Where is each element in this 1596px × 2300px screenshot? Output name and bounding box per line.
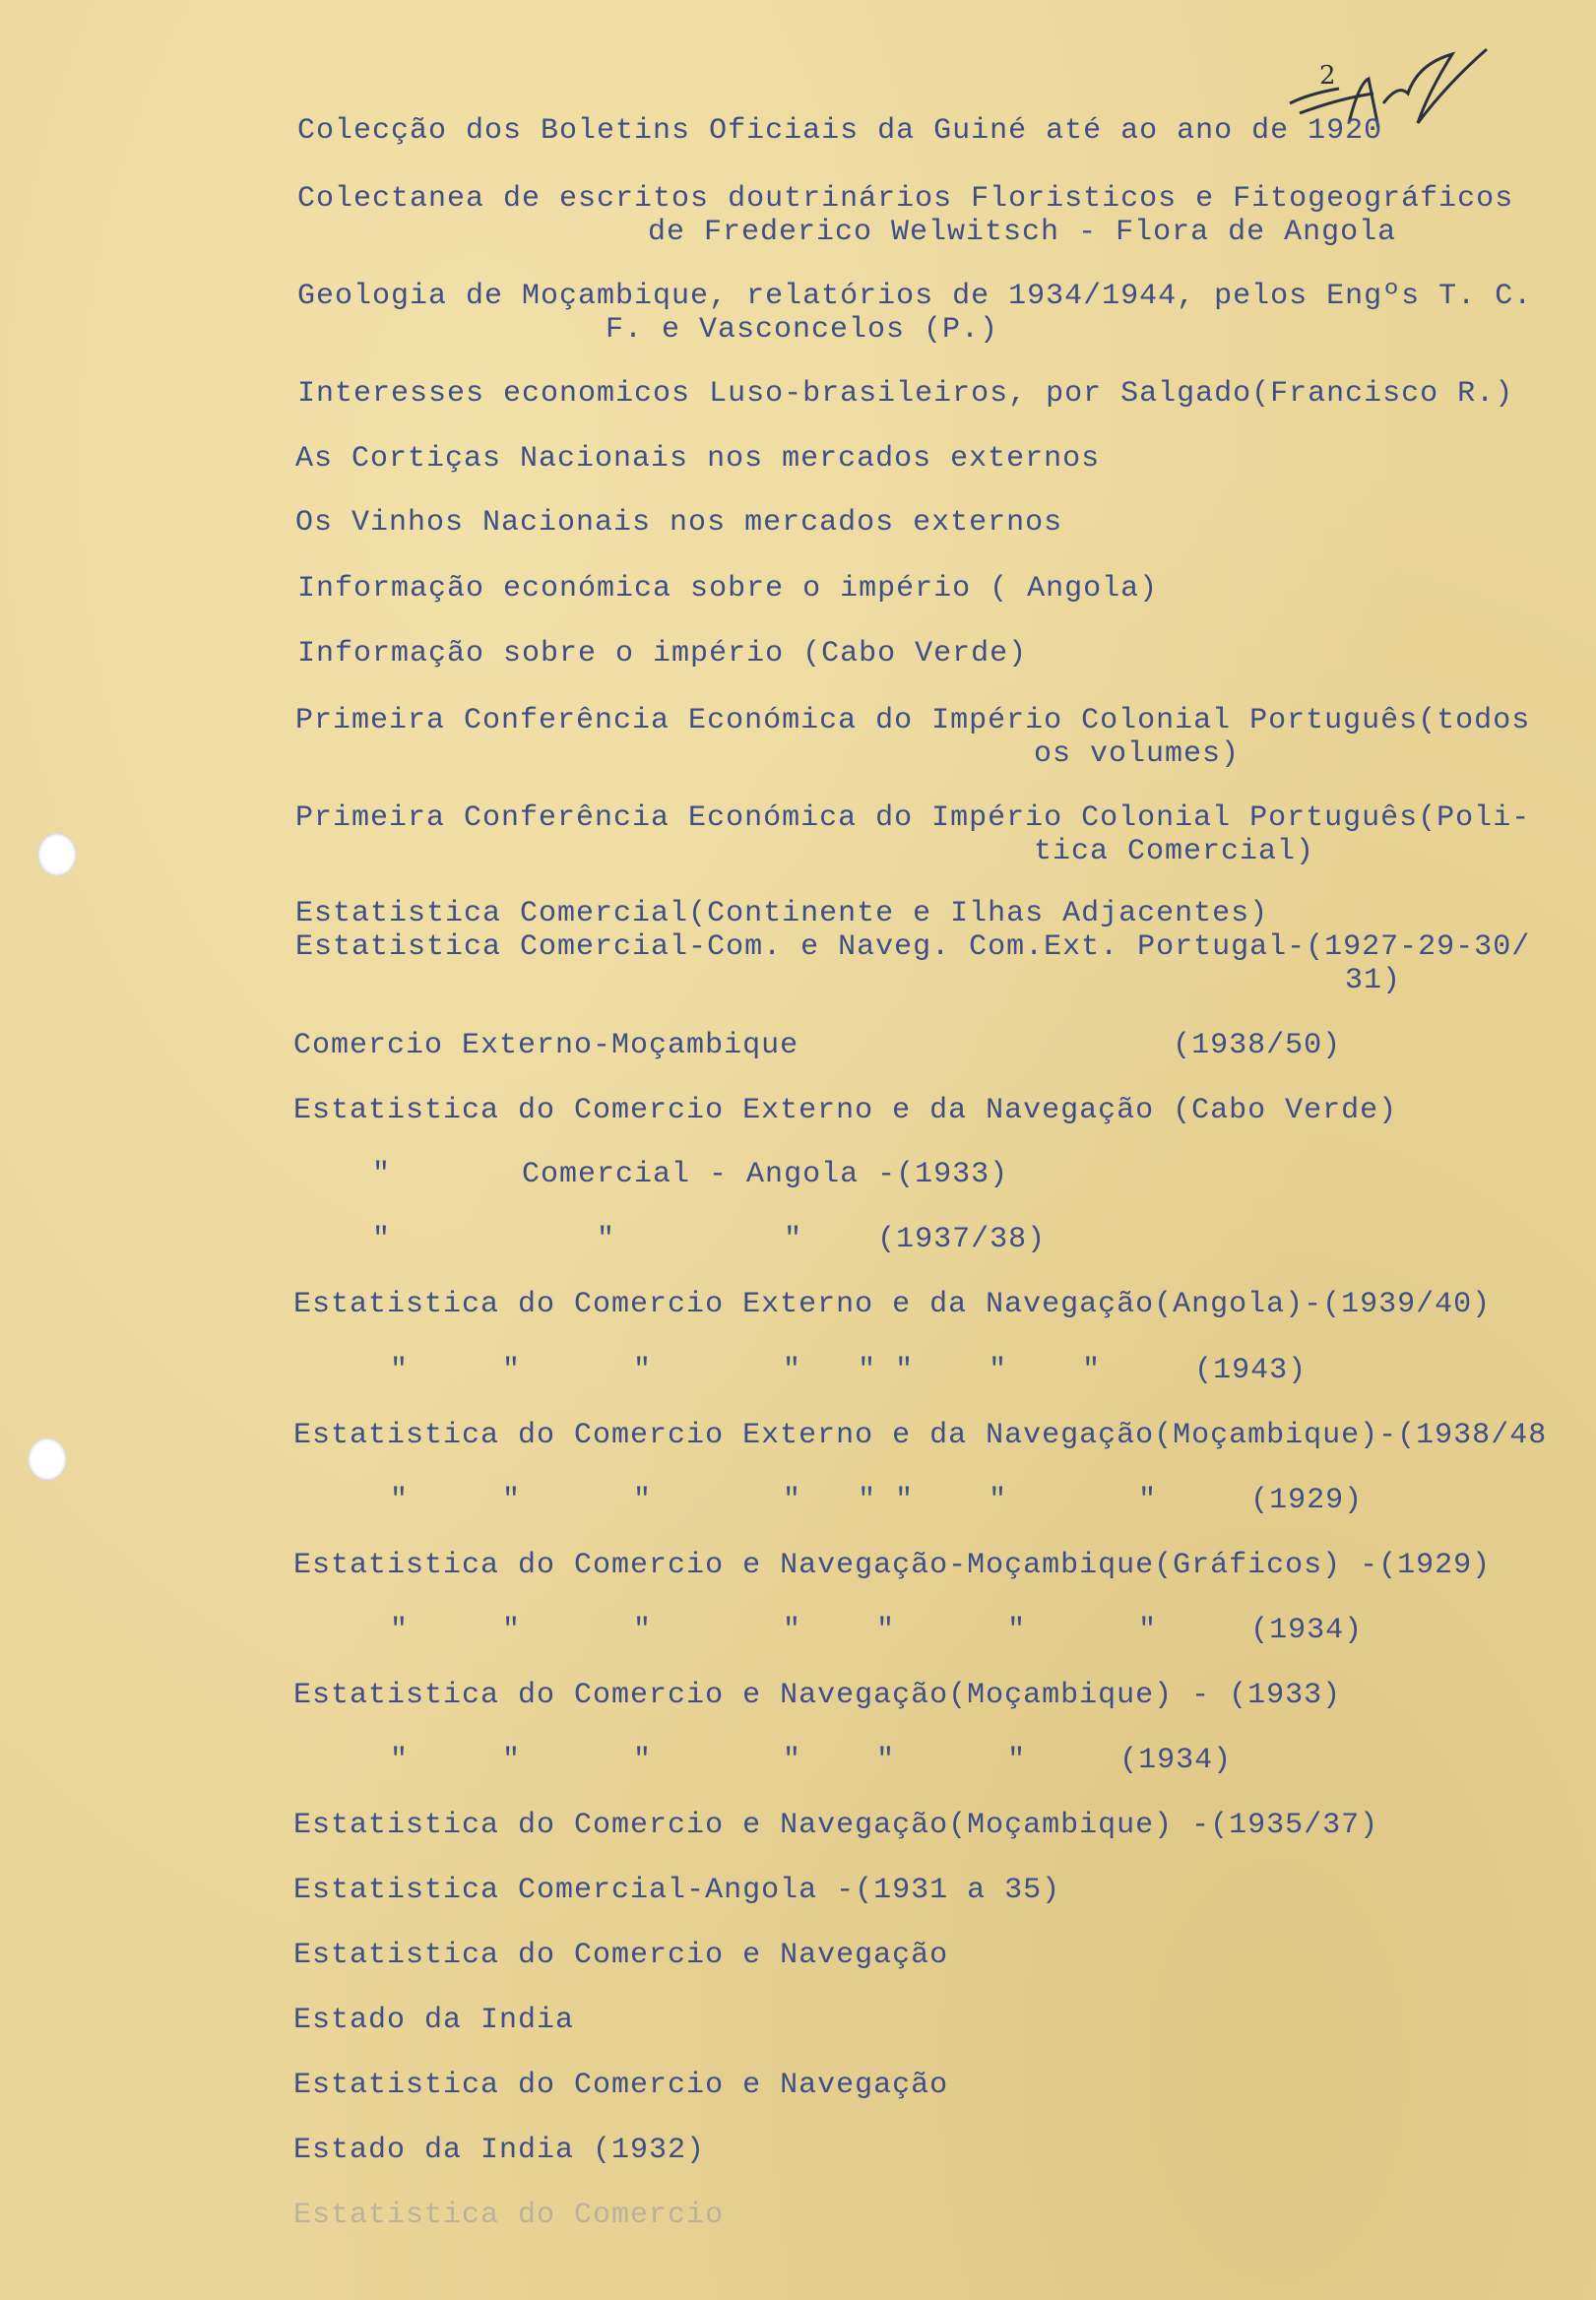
entry-line: Estado da India (293, 2004, 575, 2037)
entry-line: Interesses economicos Luso-brasileiros, por Salgado(Francisco R.) (297, 377, 1514, 411)
entry-line: os volumes) (1034, 737, 1241, 771)
entry-line: Estatistica Comercial(Continente e Ilhas Adjacentes) (295, 897, 1269, 930)
punch-hole-bottom (28, 1438, 67, 1481)
entry-line: Informação económica sobre o império ( Angola) (297, 572, 1159, 606)
entry-line: Estatistica do Comercio Externo e da Navegação(Moçambique)-(1938/48 (293, 1419, 1548, 1452)
entry-line: Informação sobre o império (Cabo Verde) (297, 637, 1028, 671)
entry-line: 31) (1345, 964, 1402, 997)
entry-line: Estatistica do Comercio e Navegação (293, 2069, 949, 2102)
entry-line-faint: Estatistica do Comercio (293, 2199, 725, 2232)
entry-line: As Cortiças Nacionais nos mercados externos (295, 442, 1101, 476)
entry-line: Colectanea de escritos doutrinários Floristicos e Fitogeográficos (297, 182, 1514, 216)
entry-line: Estatistica do Comercio Externo e da Navegação (Cabo Verde) (293, 1094, 1398, 1127)
entry-line: Primeira Conferência Económica do Império Colonial Português(Poli- (295, 801, 1531, 835)
entry-line: " " " " " " " (1934) (390, 1614, 1364, 1647)
entry-line: de Frederico Welwitsch - Flora de Angola (648, 216, 1397, 249)
entry-line: " " " " " " (1934) (390, 1744, 1233, 1777)
punch-hole-top (37, 833, 77, 876)
entry-line: Colecção dos Boletins Oficiais da Guiné até ao ano de 1920 (297, 114, 1383, 148)
entry-line: tica Comercial) (1034, 835, 1315, 868)
entry-line: Estatistica do Comercio e Navegação-Moçambique(Gráficos) -(1929) (293, 1549, 1492, 1582)
entry-line: Os Vinhos Nacionais nos mercados externos (295, 506, 1063, 540)
entry-line: Estatistica do Comercio Externo e da Navegação(Angola)-(1939/40) (293, 1288, 1492, 1321)
entry-line: Estatistica do Comercio e Navegação (293, 1939, 949, 1972)
entry-line: F. e Vasconcelos (P.) (606, 313, 999, 347)
entry-line: Estatistica Comercial-Com. e Naveg. Com.Ext. Portugal-(1927-29-30/ (295, 930, 1531, 964)
initials-text: 2 (1319, 61, 1336, 91)
entry-line: " " " " " " " " (1929) (390, 1484, 1364, 1517)
entry-line: Estatistica do Comercio e Navegação(Moçambique) -(1935/37) (293, 1809, 1379, 1842)
entry-line: Estatistica Comercial-Angola -(1931 a 35) (293, 1874, 1061, 1907)
entry-line: Estatistica do Comercio e Navegação(Moçambique) - (1933) (293, 1679, 1342, 1712)
entry-line: Comercio Externo-Moçambique (1938/50) (293, 1029, 1342, 1062)
entry-line: Primeira Conferência Económica do Império Colonial Português(todos (295, 704, 1531, 737)
entry-line: " " " " " " " " (1943) (390, 1354, 1308, 1387)
entry-line: Estado da India (1932) (293, 2134, 706, 2167)
entry-line: " Comercial - Angola -(1933) (372, 1158, 1009, 1191)
entry-line: " " " (1937/38) (372, 1223, 1047, 1256)
entry-line: Geologia de Moçambique, relatórios de 1934/1944, pelos Engºs T. C. (297, 280, 1533, 313)
